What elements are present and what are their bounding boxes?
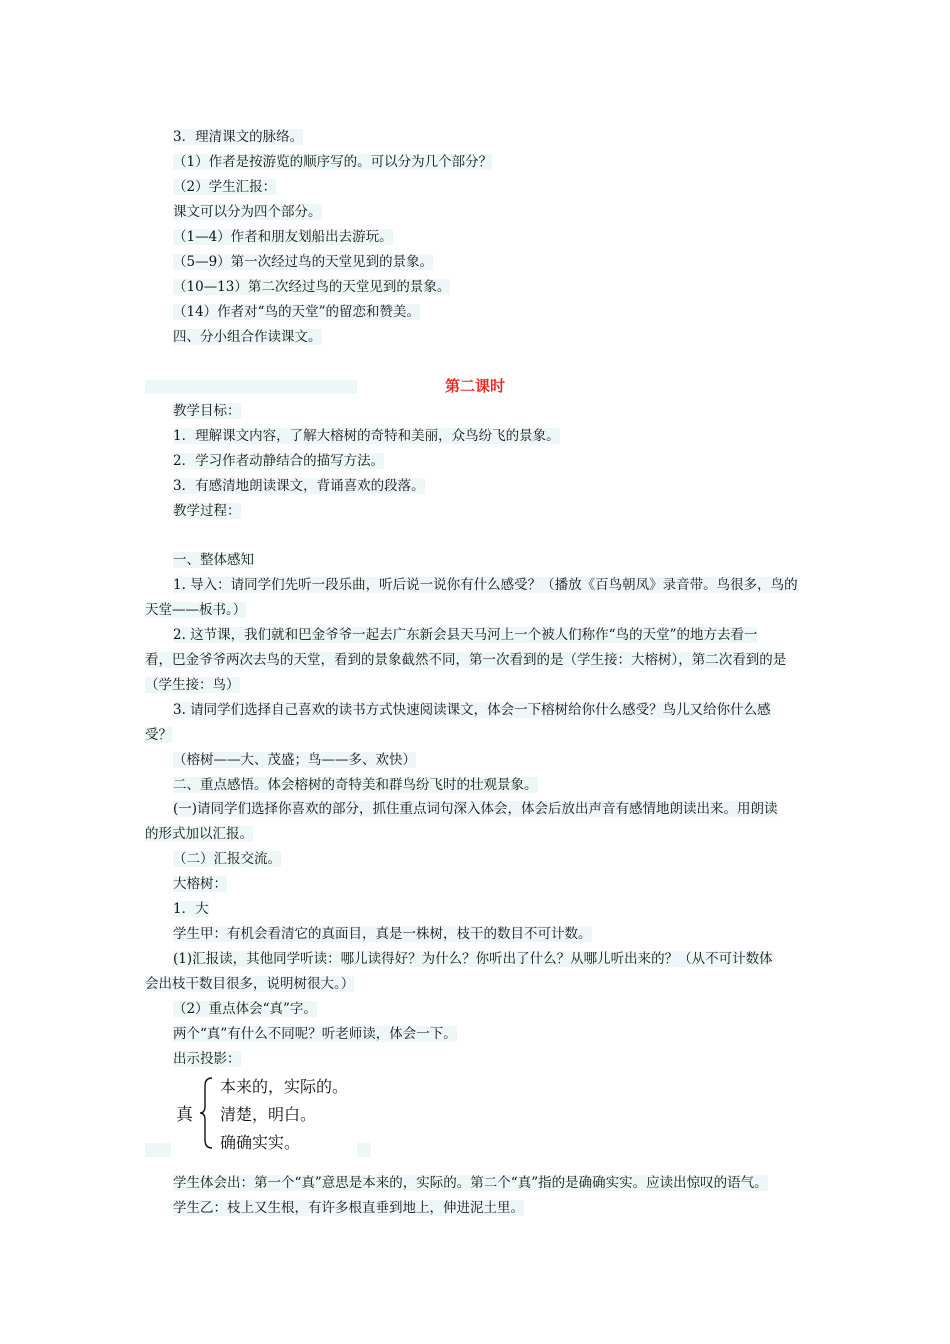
text-line: 3. 请同学们选择自己喜欢的读书方式快速阅读课文，体会一下榕树给你什么感受？鸟儿又给你什么感	[173, 702, 771, 718]
text-line: （2）学生汇报：	[173, 179, 277, 195]
part1-heading: 一、整体感知	[173, 552, 254, 568]
text-line: 1．大	[173, 901, 209, 917]
text-line: 两个“真”有什么不同呢？听老师读，体会一下。	[173, 1026, 457, 1042]
projection-char: 真	[176, 1105, 193, 1125]
text-line: 会出枝干数目很多，说明树很大。）	[145, 976, 355, 992]
text-line: 受？	[145, 727, 172, 743]
meaning-item: 本来的，实际的。	[220, 1077, 349, 1096]
text-line: （1—4）作者和朋友划船出去游玩。	[173, 229, 393, 245]
text-line: （1）作者是按游览的顺序写的。可以分为几个部分？	[173, 154, 493, 170]
text-line: （二）汇报交流。	[173, 851, 281, 867]
meaning-item: 确确实实。	[220, 1133, 301, 1152]
goal-item: 3．有感清地朗读课文，背诵喜欢的段落。	[173, 478, 425, 494]
text-line: 课文可以分为四个部分。	[173, 204, 322, 220]
text-line: （学生接：鸟）	[145, 677, 240, 693]
meaning-item: 清楚，明白。	[220, 1105, 317, 1124]
text-line: （14）作者对“鸟的天堂”的留恋和赞美。	[173, 304, 420, 320]
text-line: 学生乙：枝上又生根，有许多根直垂到地上，伸进泥土里。	[173, 1200, 524, 1216]
text-line: 学生体会出：第一个“真”意思是本来的，实际的。第二个“真”指的是确确实实。应读出惊叹的语气。	[173, 1175, 768, 1191]
lesson-title: 第二课时	[444, 377, 505, 395]
projection-figure	[172, 1068, 372, 1158]
highlight-bar	[357, 1143, 371, 1157]
text-line: （5—9）第一次经过鸟的天堂见到的景象。	[173, 254, 434, 270]
highlight-bar	[145, 1143, 171, 1157]
text-line: （10—13）第二次经过鸟的天堂见到的景象。	[173, 279, 451, 295]
text-line: （榕树——大、茂盛；鸟——多、欢快）	[173, 752, 416, 768]
text-line: 四、分小组合作读课文。	[173, 329, 322, 345]
text-line: 天堂——板书。）	[145, 602, 247, 618]
text-line: 大榕树：	[173, 876, 227, 892]
text-line: (1)汇报读，其他同学听读：哪儿读得好？为什么？你听出了什么？从哪儿听出来的？（从不可计数体	[173, 951, 773, 967]
goal-item: 1．理解课文内容，了解大榕树的奇特和美丽，众鸟纷飞的景象。	[173, 428, 560, 444]
text-line: 2. 这节课，我们就和巴金爷爷一起去广东新会县天马河上一个被人们称作“鸟的天堂”的地方去看一	[173, 627, 758, 643]
text-line: 看，巴金爷爷两次去鸟的天堂，看到的景象截然不同，第一次看到的是（学生接：大榕树），第二次看到的是	[145, 652, 787, 668]
text-line: 1. 导入：请同学们先听一段乐曲，听后说一说你有什么感受？（播放《百鸟朝凤》录音带。鸟很多，鸟的	[173, 577, 798, 593]
text-line: 的形式加以汇报。	[145, 826, 253, 842]
text-line: （2）重点体会“真”字。	[173, 1001, 317, 1017]
process-heading: 教学过程：	[173, 503, 241, 519]
brace-icon	[198, 1076, 218, 1150]
part2-heading: 二、重点感悟。体会榕树的奇特美和群鸟纷飞时的壮观景象。	[173, 777, 538, 793]
text-line: 学生甲：有机会看清它的真面目，真是一株树，枝干的数目不可计数。	[173, 926, 592, 942]
text-line: 出示投影：	[173, 1051, 241, 1067]
goals-heading: 教学目标：	[173, 403, 241, 419]
goal-item: 2．学习作者动静结合的描写方法。	[173, 453, 385, 469]
text-line: 3．理清课文的脉络。	[173, 129, 304, 145]
text-line: (一)请同学们选择你喜欢的部分，抓住重点词句深入体会，体会后放出声音有感情地朗读出来。用朗读	[173, 801, 778, 817]
